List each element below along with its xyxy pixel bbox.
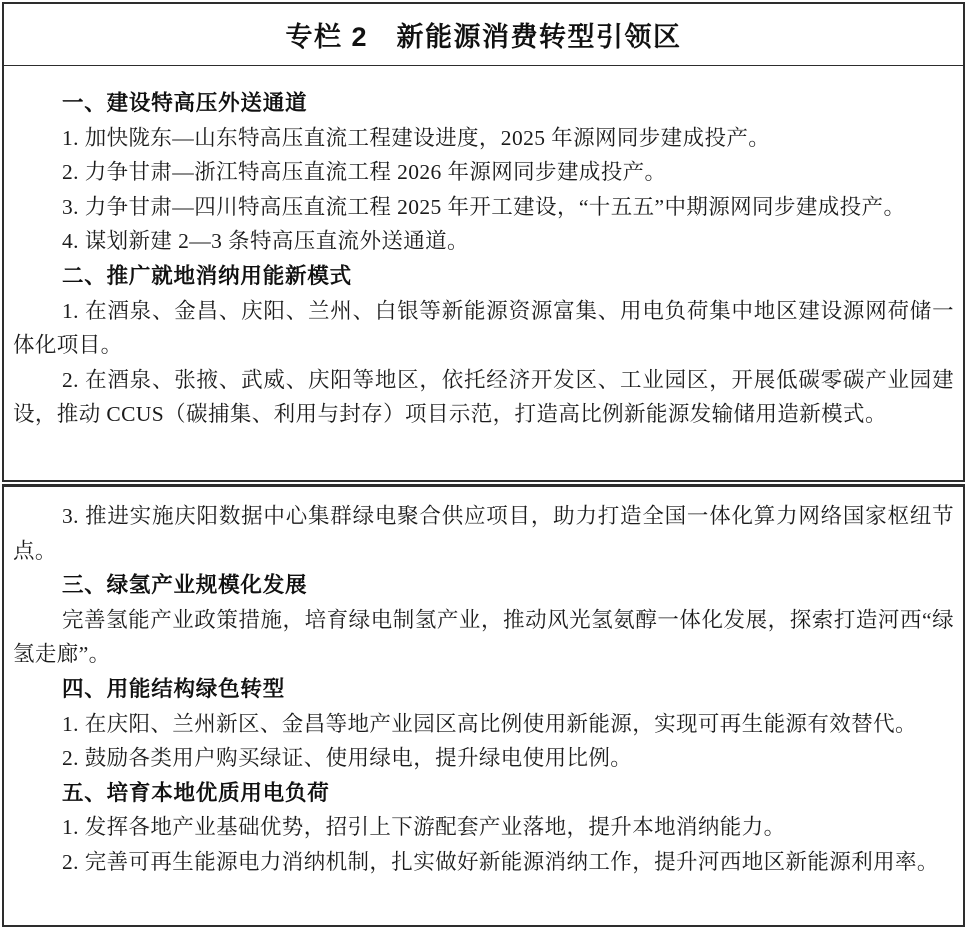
section-heading: 五、培育本地优质用电负荷 (62, 780, 330, 805)
paragraph: 完善氢能产业政策措施，培育绿电制氢产业，推动风光氢氨醇一体化发展，探索打造河西“绿氢走廊”。 (13, 607, 954, 667)
list-item: 3. 推进实施庆阳数据中心集群绿电聚合供应项目，助力打造全国一体化算力网络国家枢纽节点。 (13, 504, 954, 563)
list-item: 1. 在庆阳、兰州新区、金昌等地产业园区高比例使用新能源，实现可再生能源有效替代。 (62, 711, 917, 736)
list-item: 4. 谋划新建 2—3 条特高压直流外送通道。 (62, 229, 469, 254)
column-title: 专栏 2 新能源消费转型引领区 (4, 4, 963, 66)
list-item: 1. 在酒泉、金昌、庆阳、兰州、白银等新能源资源富集、用电负荷集中地区建设源网荷储一体化项目。 (13, 298, 954, 358)
list-item: 3. 力争甘肃—四川特高压直流工程 2025 年开工建设，“十五五”中期源网同步建成投产。 (62, 194, 906, 219)
list-item: 2. 完善可再生能源电力消纳机制，扎实做好新能源消纳工作，提升河西地区新能源利用率。 (62, 849, 939, 874)
list-item: 1. 发挥各地产业基础优势，招引上下游配套产业落地，提升本地消纳能力。 (62, 815, 786, 840)
column-box-part-2 (2, 484, 965, 927)
section-heading: 二、推广就地消纳用能新模式 (62, 263, 352, 288)
section-heading: 三、绿氢产业规模化发展 (62, 573, 308, 598)
list-item: 2. 力争甘肃—浙江特高压直流工程 2026 年源网同步建成投产。 (62, 160, 667, 185)
list-item: 2. 在酒泉、张掖、武威、庆阳等地区，依托经济开发区、工业园区，开展低碳零碳产业园建设，推动 CCUS（碳捕集、利用与封存）项目示范，打造高比例新能源发输储用造新模式。 (13, 367, 954, 427)
section-heading: 四、用能结构绿色转型 (62, 676, 286, 701)
list-item: 1. 加快陇东—山东特高压直流工程建设进度，2025 年源网同步建成投产。 (62, 125, 771, 150)
column-content-part-2 (4, 487, 963, 880)
column-box-part-1 (2, 2, 965, 482)
section-heading: 一、建设特高压外送通道 (62, 91, 308, 115)
list-item: 2. 鼓励各类用户购买绿证、使用绿电，提升绿电使用比例。 (62, 746, 633, 771)
column-content-part-1 (4, 66, 963, 432)
